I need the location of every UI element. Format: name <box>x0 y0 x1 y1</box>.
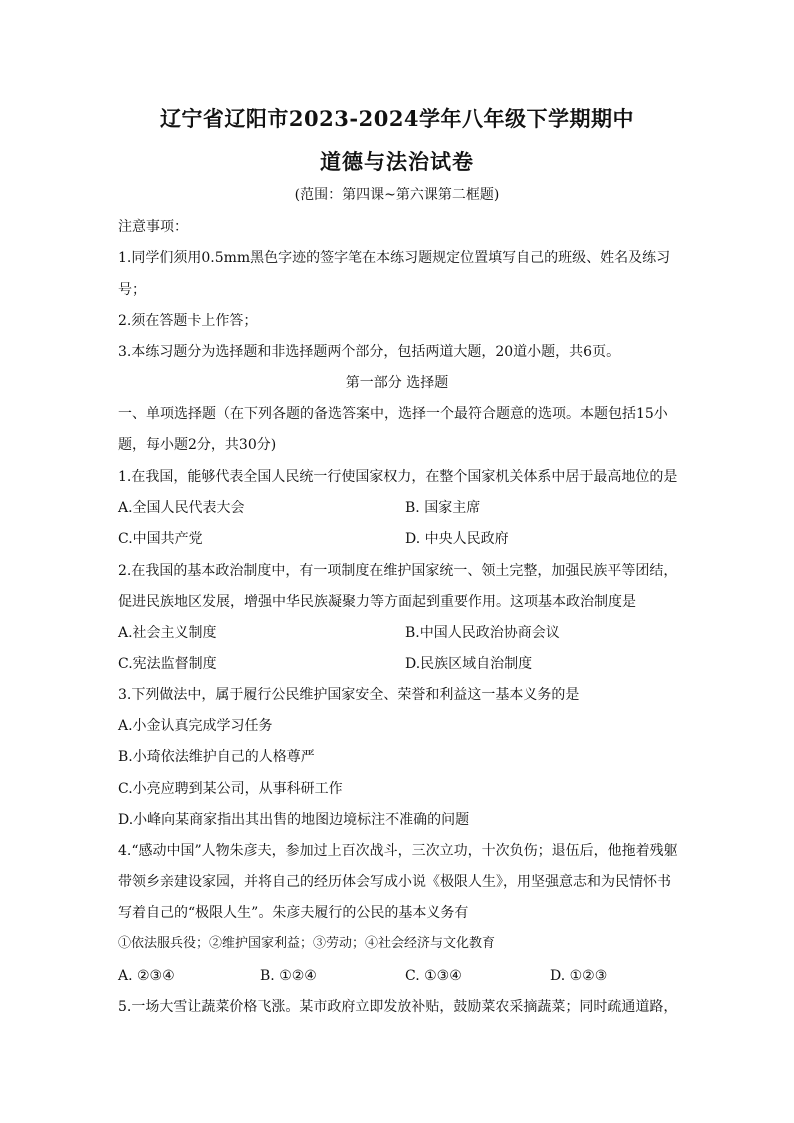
note-1-cont: 号； <box>118 282 146 298</box>
question-1-option-d: D. 中央人民政府 <box>405 531 509 547</box>
question-3-option-b: B.小琦依法维护自己的人格尊严 <box>118 749 315 765</box>
question-2-stem-cont: 促进民族地区发展，增强中华民族凝聚力等方面起到重要作用。这项基本政治制度是 <box>118 594 636 610</box>
question-3-stem: 3.下列做法中，属于履行公民维护国家安全、荣誉和利益这一基本义务的是 <box>118 687 580 703</box>
note-2: 2.须在答题卡上作答； <box>118 313 258 329</box>
question-2-option-a: A.社会主义制度 <box>118 625 217 641</box>
part-heading: 第一部分 选择题 <box>345 375 449 391</box>
question-4-option-b: B. ①②④ <box>260 968 317 984</box>
question-3-option-c: C.小亮应聘到某公司，从事科研工作 <box>118 781 343 797</box>
question-4-option-a: A. ②③④ <box>118 968 175 984</box>
question-1-option-c: C.中国共产党 <box>118 531 203 547</box>
question-2-option-c: C.宪法监督制度 <box>118 656 217 672</box>
question-2-stem: 2.在我国的基本政治制度中，有一项制度在维护国家统一、领土完整，加强民族平等团结， <box>118 563 678 579</box>
exam-scope: (范围：第四课~第六课第二框题) <box>294 187 500 203</box>
question-3-option-a: A.小金认真完成学习任务 <box>118 718 273 734</box>
question-1-option-b: B. 国家主席 <box>405 500 481 516</box>
question-4-statements: ①依法服兵役；②维护国家利益；③劳动；④社会经济与文化教育 <box>118 936 496 951</box>
question-2-option-b: B.中国人民政治协商会议 <box>405 625 560 641</box>
exam-subtitle: 道德与法治试卷 <box>320 149 474 174</box>
note-3: 3.本练习题分为选择题和非选择题两个部分，包括两道大题，20道小题，共6页。 <box>118 344 621 360</box>
question-5-stem: 5.一场大雪让蔬菜价格飞涨。某市政府立即发放补贴，鼓励菜农采摘蔬菜；同时疏通道路， <box>118 999 678 1015</box>
question-2-option-d: D.民族区域自治制度 <box>405 656 533 672</box>
question-4-stem-end: 写着自己的“极限人生”。朱彦夫履行的公民的基本义务有 <box>118 905 469 921</box>
section-heading: 一、单项选择题（在下列各题的备选答案中，选择一个最符合题意的选项。本题包括15小 <box>118 406 668 422</box>
exam-title: 辽宁省辽阳市2023-2024学年八年级下学期期中 <box>159 106 635 131</box>
question-4-option-d: D. ①②③ <box>550 968 608 984</box>
question-1-option-a: A.全国人民代表大会 <box>118 500 245 516</box>
question-1-stem: 1.在我国，能够代表全国人民统一行使国家权力，在整个国家机关体系中居于最高地位的是 <box>118 469 678 485</box>
question-4-stem-cont: 带领乡亲建设家园，并将自己的经历体会写成小说《极限人生》，用坚强意志和为民情怀书 <box>118 874 671 890</box>
question-4-option-c: C. ①③④ <box>405 968 462 984</box>
section-heading-cont: 题，每小题2分，共30分) <box>118 437 277 453</box>
question-4-stem: 4.“感动中国”人物朱彦夫，参加过上百次战斗，三次立功，十次负伤；退伍后，他拖着残躯 <box>118 843 678 859</box>
note-1: 1.同学们须用0.5mm黑色字迹的签字笔在本练习题规定位置填写自己的班级、姓名及练习 <box>118 250 671 266</box>
question-3-option-d: D.小峰向某商家指出其出售的地图边境标注不准确的问题 <box>118 812 470 828</box>
notes-heading: 注意事项： <box>118 219 188 235</box>
